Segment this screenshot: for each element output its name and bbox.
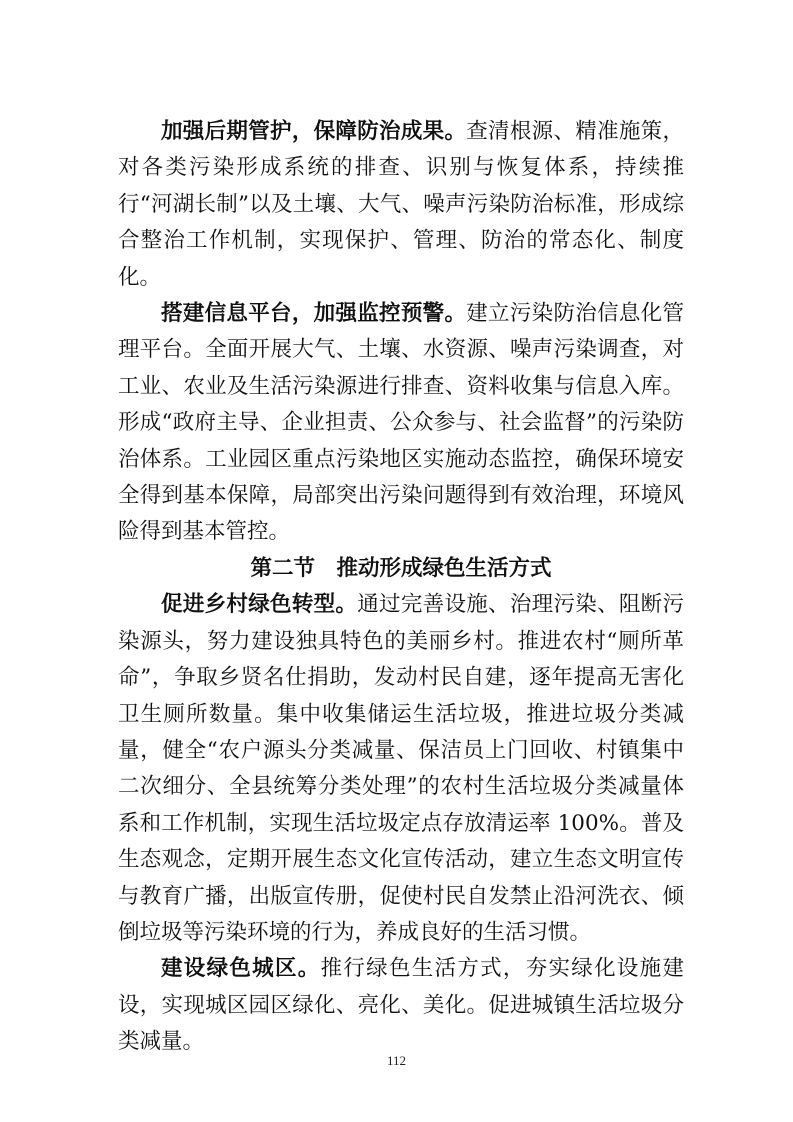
paragraph-info-platform — [118, 296, 684, 551]
paragraph-rural-green — [118, 587, 684, 951]
paragraph-body: 推行绿色生活方式，夯实绿化设施建设，实现城区园区绿化、亮化、美化。促进城镇生活垃圾分类减量。 — [118, 956, 684, 1055]
page-number: 112 — [386, 1053, 407, 1068]
paragraph-lead: 建设绿色城区。 — [161, 956, 321, 982]
paragraph-lead: 加强后期管护，保障防治成果。 — [161, 119, 467, 144]
page-body — [118, 114, 684, 1061]
paragraph-body: 通过完善设施、治理污染、阻断污染源头，努力建设独具特色的美丽乡村。推进农村“厕所革命”，争取乡贤名仕捐助，发动村民自建，逐年提高无害化卫生厕所数量。集中收集储运生活垃圾，推进垃圾分类减量，健全“农户源头分类减量、保洁员上门回收、村镇集中二次细分、全县统筹分类处理”的农村生活垃圾分类减量体系和工作机制，实现生活垃圾定点存放清运率 100%。普及生态观念，定期开展生态文化宣传活动，建立生态文明宣传与教育广播，出版宣传册，促使村民自发禁止沿河洗衣、倾倒垃圾等污染环境的行为，养成良好的生活习惯。 — [118, 592, 684, 945]
paragraph-body: 建立污染防治信息化管理平台。全面开展大气、土壤、水资源、噪声污染调查，对工业、农业及生活污染源进行排查、资料收集与信息入库。形成“政府主导、企业担责、公众参与、社会监督”的污染防治体系。工业园区重点污染地区实施动态监控，确保环境安全得到基本保障，局部突出污染问题得到有效治理，环境风险得到基本管控。 — [118, 301, 684, 545]
section-heading: 第二节 推动形成绿色生活方式 — [250, 555, 552, 581]
paragraph-lead: 搭建信息平台，加强监控预警。 — [161, 301, 467, 327]
paragraph-lead: 促进乡村绿色转型。 — [161, 592, 358, 618]
paragraph-post-management — [118, 114, 684, 296]
paragraph-green-urban — [118, 951, 684, 1060]
paragraph-body: 查清根源、精准施策，对各类污染形成系统的排查、识别与恢复体系，持续推行“河湖长制”以及土壤、大气、噪声污染防治标准，形成综合整治工作机制，实现保护、管理、防治的常态化、制度化。 — [118, 119, 684, 290]
